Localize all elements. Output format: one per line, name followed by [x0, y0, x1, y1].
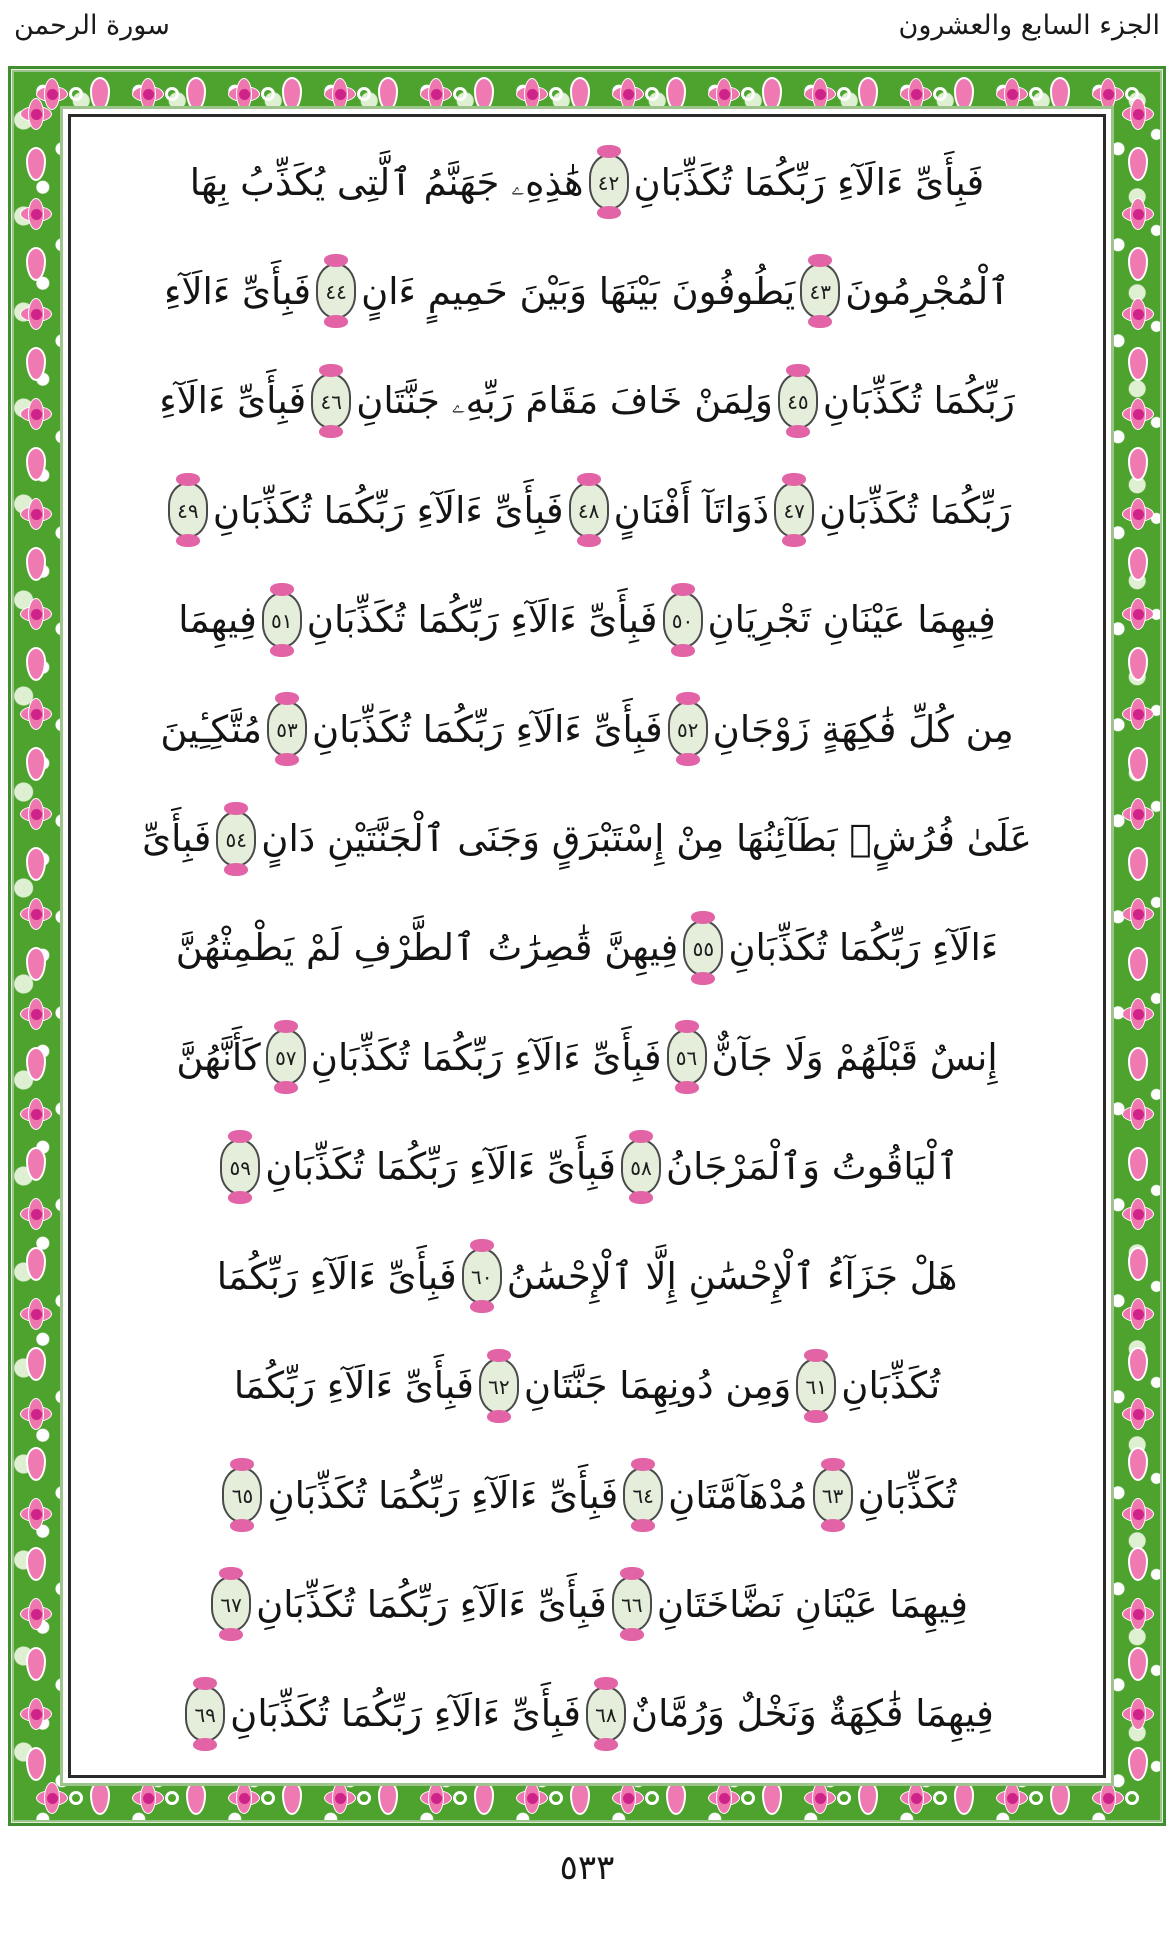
ayah-number-marker — [267, 701, 307, 757]
ayah-number-marker — [813, 1467, 853, 1523]
ayah-text-segment: فَبِأَىِّ ءَالَآءِ — [159, 379, 307, 423]
ayah-line — [97, 358, 1077, 444]
ayah-text-segment: إِنسٌ قَبْلَهُمْ وَلَا جَآنٌّ — [711, 1035, 998, 1079]
text-panel-outer — [60, 106, 1114, 1786]
ayah-text-segment: فَبِأَىِّ ءَالَآءِ رَبِّكُمَا تُكَذِّبَانِ — [306, 598, 658, 642]
ayah-number: ٦٦ — [621, 1593, 643, 1618]
juz-label: الجزء السابع والعشرون — [898, 10, 1160, 41]
ayah-text-segment: فَبِأَىِّ ءَالَآءِ رَبِّكُمَا تُكَذِّبَانِ — [230, 1692, 581, 1736]
ayah-text-segment: ذَوَاتَآ أَفْنَانٍ — [613, 488, 770, 532]
page-header — [0, 6, 1174, 58]
ayah-number: ٥٥ — [692, 936, 715, 961]
ayah-text-segment: فَبِأَىِّ ءَالَآءِ رَبِّكُمَا — [233, 1364, 474, 1408]
ayah-number-marker — [667, 1029, 707, 1085]
ayah-number-marker — [778, 373, 818, 429]
ayah-number: ٥٦ — [675, 1046, 698, 1071]
ayah-number-marker — [168, 482, 208, 538]
ayah-number-marker — [479, 1358, 519, 1414]
ayah-number: ٤٧ — [783, 499, 805, 524]
ayah-line — [97, 139, 1077, 225]
ayah-text-segment: فِيهِمَا فَٰكِهَةٌ وَنَخْلٌ وَرُمَّانٌ — [630, 1692, 994, 1736]
ayah-number: ٤٨ — [577, 499, 600, 524]
ayah-text-segment: رَبِّكُمَا تُكَذِّبَانِ — [819, 488, 1012, 532]
ayah-number: ٦٢ — [488, 1374, 510, 1399]
ayah-number-marker — [621, 1139, 661, 1195]
ornamental-frame — [8, 66, 1166, 1826]
ayah-number-marker — [663, 592, 703, 648]
ayah-text-segment: فَبِأَىِّ ءَالَآءِ رَبِّكُمَا تُكَذِّبَانِ — [310, 1035, 662, 1079]
ayah-text-segment: ٱلْمُجْرِمُونَ — [845, 269, 1010, 313]
ayah-text-segment: هَلْ جَزَآءُ ٱلْإِحْسَٰنِ إِلَّا ٱلْإِحْسَٰنُ — [506, 1254, 958, 1298]
ayah-line — [97, 467, 1077, 553]
ayah-line — [97, 1233, 1077, 1319]
ayah-number: ٥٣ — [276, 718, 298, 743]
surah-label: سورة الرحمن — [14, 10, 170, 41]
ayah-number: ٦٧ — [220, 1593, 242, 1618]
ayah-number-marker — [796, 1358, 836, 1414]
ayah-text-segment: فِيهِمَا عَيْنَانِ نَضَّاخَتَانِ — [656, 1582, 968, 1626]
ayah-text-segment: مُدْهَآمَّتَانِ — [668, 1473, 808, 1517]
ayah-number-marker — [222, 1467, 262, 1523]
ayah-number: ٦٩ — [194, 1702, 216, 1727]
ayah-number-marker — [185, 1686, 225, 1742]
ayah-text-segment: فَبِأَىِّ ءَالَآءِ رَبِّكُمَا تُكَذِّبَانِ — [633, 160, 985, 204]
ayah-text-segment: فَبِأَىِّ ءَالَآءِ رَبِّكُمَا تُكَذِّبَانِ — [212, 488, 564, 532]
ayah-number-marker — [612, 1576, 652, 1632]
ayah-number: ٦٥ — [231, 1484, 254, 1509]
ayah-number: ٤٣ — [809, 280, 831, 305]
ayah-number-marker — [220, 1139, 260, 1195]
ayah-number-marker — [211, 1576, 251, 1632]
ayah-text-segment: فَبِأَىِّ ءَالَآءِ رَبِّكُمَا تُكَذِّبَانِ — [311, 707, 663, 751]
ayah-number-marker — [623, 1467, 663, 1523]
ayah-text-segment: تُكَذِّبَانِ — [857, 1473, 957, 1517]
ayah-text-segment: فَبِأَىِّ ءَالَآءِ رَبِّكُمَا تُكَذِّبَانِ — [265, 1145, 616, 1189]
ayah-number-marker — [586, 1686, 626, 1742]
ayah-text-segment: فَبِأَىِّ ءَالَآءِ رَبِّكُمَا تُكَذِّبَانِ — [256, 1582, 607, 1626]
ayah-number-marker — [668, 701, 708, 757]
ayah-text-segment: فِيهِمَا — [178, 598, 257, 642]
ayah-text-segment: فِيهِمَا عَيْنَانِ تَجْرِيَانِ — [707, 598, 996, 642]
ayah-line — [97, 577, 1077, 663]
page-number: ٥٣٣ — [559, 1848, 615, 1888]
ayah-text-segment: تُكَذِّبَانِ — [841, 1364, 941, 1408]
ayah-number: ٤٤ — [325, 280, 347, 305]
ayah-number: ٤٥ — [787, 389, 809, 414]
ayah-number: ٥٢ — [676, 718, 699, 743]
ayah-number: ٦٣ — [821, 1484, 844, 1509]
ayah-line — [97, 796, 1077, 882]
ayah-line — [97, 1124, 1077, 1210]
ayah-number-marker — [683, 920, 723, 976]
ayah-line — [97, 1452, 1077, 1538]
ayah-number-marker — [216, 811, 256, 867]
ayah-number-marker — [800, 263, 840, 319]
ayah-text-segment: فَبِأَىِّ — [142, 817, 212, 861]
ayah-number-marker — [316, 263, 356, 319]
ayah-number-marker — [262, 592, 302, 648]
ayah-number-marker — [774, 482, 814, 538]
quran-text-body — [71, 117, 1103, 1775]
ayah-number: ٦١ — [805, 1374, 828, 1399]
ayah-line — [97, 905, 1077, 991]
ayah-line — [97, 1671, 1077, 1757]
ayah-line — [97, 1561, 1077, 1647]
ayah-number: ٥٤ — [225, 827, 248, 852]
text-panel-inner — [68, 114, 1106, 1778]
ayah-number-marker — [462, 1248, 502, 1304]
ayah-number-marker — [311, 373, 351, 429]
ayah-text-segment: رَبِّكُمَا تُكَذِّبَانِ — [822, 379, 1015, 423]
ayah-text-segment: وَمِن دُونِهِمَا جَنَّتَانِ — [523, 1364, 792, 1408]
ayah-number: ٥٨ — [630, 1155, 652, 1180]
ayah-text-segment: وَلِمَنْ خَافَ مَقَامَ رَبِّهِۦ جَنَّتَانِ — [356, 379, 773, 423]
ayah-text-segment: كَأَنَّهُنَّ — [176, 1035, 261, 1079]
ayah-number: ٤٦ — [320, 389, 342, 414]
ayah-line — [97, 1014, 1077, 1100]
ayah-text-segment: عَلَىٰ فُرُشٍۭ بَطَآئِنُهَا مِنْ إِسْتَبْرَقٍ وَجَنَى ٱلْجَنَّتَيْنِ دَانٍ — [261, 817, 1032, 861]
ayah-number: ٥١ — [271, 608, 293, 633]
ayah-number: ٦٨ — [595, 1702, 617, 1727]
ayah-number: ٦٠ — [471, 1265, 493, 1290]
ayah-text-segment: فَبِأَىِّ ءَالَآءِ رَبِّكُمَا — [216, 1254, 457, 1298]
ayah-text-segment: فَبِأَىِّ ءَالَآءِ رَبِّكُمَا تُكَذِّبَانِ — [267, 1473, 619, 1517]
ayah-number-marker — [569, 482, 609, 538]
ayah-text-segment: مِن كُلِّ فَٰكِهَةٍ زَوْجَانِ — [712, 707, 1014, 751]
ayah-text-segment: مُتَّكِـِٔينَ — [160, 707, 262, 751]
ayah-number-marker — [266, 1029, 306, 1085]
ayah-text-segment: ءَالَآءِ رَبِّكُمَا تُكَذِّبَانِ — [728, 926, 999, 970]
ayah-number: ٦٤ — [632, 1484, 654, 1509]
ayah-text-segment: يَطُوفُونَ بَيْنَهَا وَبَيْنَ حَمِيمٍ ءَانٍ — [361, 269, 796, 313]
ayah-number: ٤٩ — [177, 499, 199, 524]
ayah-number: ٥٩ — [229, 1155, 252, 1180]
ayah-number: ٥٧ — [275, 1046, 297, 1071]
ayah-line — [97, 248, 1077, 334]
ayah-text-segment: ٱلْيَاقُوتُ وَٱلْمَرْجَانُ — [666, 1145, 959, 1189]
ayah-line — [97, 1343, 1077, 1429]
ayah-text-segment: فَبِأَىِّ ءَالَآءِ — [164, 269, 312, 313]
ayah-number: ٥٠ — [671, 608, 694, 633]
ayah-text-segment: هَٰذِهِۦ جَهَنَّمُ ٱلَّتِى يُكَذِّبُ بِهَا — [189, 160, 584, 204]
ayah-number-marker — [589, 154, 629, 210]
ayah-line — [97, 686, 1077, 772]
ayah-text-segment: فِيهِنَّ قَٰصِرَٰتُ ٱلطَّرْفِ لَمْ يَطْمِثْهُنَّ — [175, 926, 679, 970]
ayah-number: ٤٢ — [597, 171, 620, 195]
